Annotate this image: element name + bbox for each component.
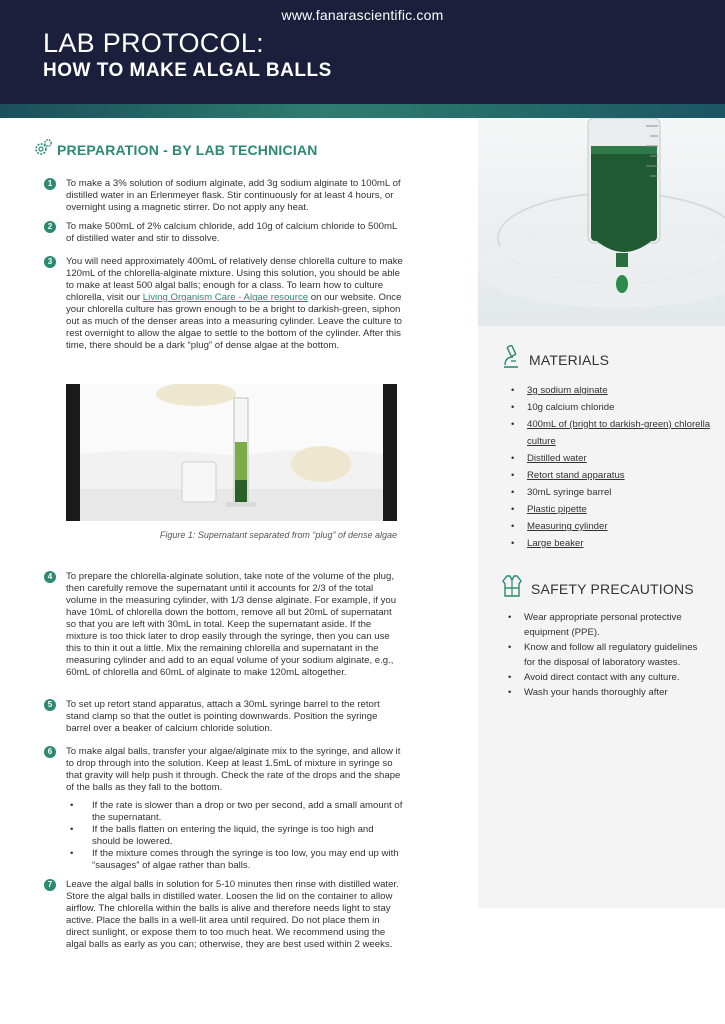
measuring-cylinder-photo xyxy=(66,384,397,521)
step-text: To make 500mL of 2% calcium chloride, add 10g of calcium chloride to 500mL of distilled water and stir to dissolve. xyxy=(66,221,397,244)
page-header xyxy=(0,0,725,104)
header-title-line2: HOW TO MAKE ALGAL BALLS xyxy=(43,60,332,81)
step-text xyxy=(66,256,404,352)
step-text: To make a 3% solution of sodium alginate, add 3g sodium alginate to 100mL of distilled water in an Erlenmeyer flask. Stir continuously for at least 4 hours, or overnight using a magnetic stirrer. Do not apply any heat. xyxy=(66,178,401,213)
material-item: • 10g calcium chloride xyxy=(511,399,711,416)
step-number: 2 xyxy=(44,221,56,233)
step-number: 6 xyxy=(44,746,56,758)
step-4 xyxy=(44,571,404,679)
syringe-photo xyxy=(478,118,725,326)
list-item: • If the balls flatten on entering the liquid, the syringe is too high and should be lowered. xyxy=(66,824,404,848)
preparation-title: PREPARATION - BY LAB TECHNICIAN xyxy=(57,142,318,158)
website-url[interactable]: www.fanarascientific.com xyxy=(281,7,444,23)
material-item[interactable]: • Plastic pipette xyxy=(511,501,711,518)
step-6-bullet-list xyxy=(66,800,404,872)
step-text: Leave the algal balls in solution for 5-10 minutes then rinse with distilled water. Store the algal balls in distilled water. Loosen the lid on the container to allow airflow. The chlorella within the balls is alive and therefore needs light to stay active. Place the balls in a well-lit area until required. Do not place them in direct sunlight, or expose them to too much heat. We recommend using the algal balls as early as you can; otherwise, they are best used within 2 weeks. xyxy=(66,879,399,950)
gears-icon xyxy=(33,138,53,163)
material-item[interactable]: • Large beaker xyxy=(511,535,711,552)
step-text: To make algal balls, transfer your algae/alginate mix to the syringe, and allow it to drop through into the solution. Keep at least 1.5mL of mixture in syringe so that gravity will help push it through. Check the rate of the drops and the shape of the balls as they fall to the bottom. xyxy=(66,746,401,793)
safety-list xyxy=(508,610,708,700)
step-number: 7 xyxy=(44,879,56,891)
safety-heading xyxy=(502,575,694,602)
header-title-line1: LAB PROTOCOL: xyxy=(43,28,264,58)
microscope-icon xyxy=(502,345,520,374)
step-text-after: on our website. Once your chlorella culture has grown enough to be a bright to darkish-green, siphon out as much of the denser areas into a measuring cylinder. Leave the culture to rest overnight to allow the algae to settle to the bottom of the cylinder. After this time, there should be a dark “plug” of dense algae at the bottom. xyxy=(66,292,402,351)
step-2 xyxy=(44,221,404,245)
step-5 xyxy=(44,699,404,735)
step-6 xyxy=(44,746,404,794)
material-item[interactable]: • 400mL of (bright to darkish-green) chlorella culture xyxy=(511,416,711,450)
algae-resource-link[interactable]: Living Organism Care - Algae resource xyxy=(142,292,309,303)
material-item[interactable]: • 3g sodium alginate xyxy=(511,382,711,399)
figure-caption: Figure 1: Supernatant separated from “plug” of dense algae xyxy=(159,530,397,540)
step-3 xyxy=(44,256,404,352)
material-item[interactable]: • Retort stand apparatus xyxy=(511,467,711,484)
materials-list xyxy=(511,382,711,552)
safety-vest-icon xyxy=(502,575,522,602)
safety-item: • Know and follow all regulatory guidelines for the disposal of laboratory wastes. xyxy=(508,640,708,670)
header-accent-band xyxy=(0,104,725,118)
step-number: 5 xyxy=(44,699,56,711)
preparation-heading xyxy=(33,140,318,160)
safety-item: • Wear appropriate personal protective equipment (PPE). xyxy=(508,610,708,640)
step-text: To set up retort stand apparatus, attach a 30mL syringe barrel to the retort stand clamp so that the outlet is pointing downwards. Position the syringe barrel over a beaker of calcium chloride solution. xyxy=(66,699,380,734)
step-7 xyxy=(44,879,404,951)
step-number: 4 xyxy=(44,571,56,583)
materials-title: MATERIALS xyxy=(529,351,610,368)
list-item: • If the rate is slower than a drop or two per second, add a small amount of the supernatant. xyxy=(66,800,404,824)
material-item: • 30mL syringe barrel xyxy=(511,484,711,501)
material-item[interactable]: • Measuring cylinder xyxy=(511,518,711,535)
step-number: 3 xyxy=(44,256,56,268)
materials-heading xyxy=(502,345,609,374)
safety-item: • Avoid direct contact with any culture. xyxy=(508,670,708,685)
safety-item: • Wash your hands thoroughly after xyxy=(508,685,708,700)
safety-title: SAFETY PRECAUTIONS xyxy=(531,580,694,597)
material-item[interactable]: • Distilled water xyxy=(511,450,711,467)
step-1 xyxy=(44,178,404,214)
list-item: • If the mixture comes through the syringe is too low, you may end up with “sausages” of algae rather than balls. xyxy=(66,848,404,872)
step-text-before: You will need approximately 400mL of relatively dense chlorella culture to make 120mL of the chlorella-alginate mixture. Using this solution, you should be able to make at least 500 algal balls; enough for a class. To learn how to culture chlorella, visit our xyxy=(66,256,403,303)
step-number: 1 xyxy=(44,178,56,190)
step-text: To prepare the chlorella-alginate solution, take note of the volume of the plug, then carefully remove the supernatant until it accounts for 2/3 of the total volume in the measuring cylinder, with 1/3 dense alginate. For example, if you have 10mL of chlorella down the bottom, remove all but 20mL of supernatant so that you are left with 30mL in total. Keep the supernatant aside. If the mixture is too thick later to drop easily through the syringe, then you can use this to thin it out a little. Mix the remaining chlorella and supernatant in the measuring cylinder and add to an equal volume of your sodium alginate, e.g., 60mL of chlorella and 60mL of alginate to make 120mL altogether. xyxy=(66,571,397,678)
